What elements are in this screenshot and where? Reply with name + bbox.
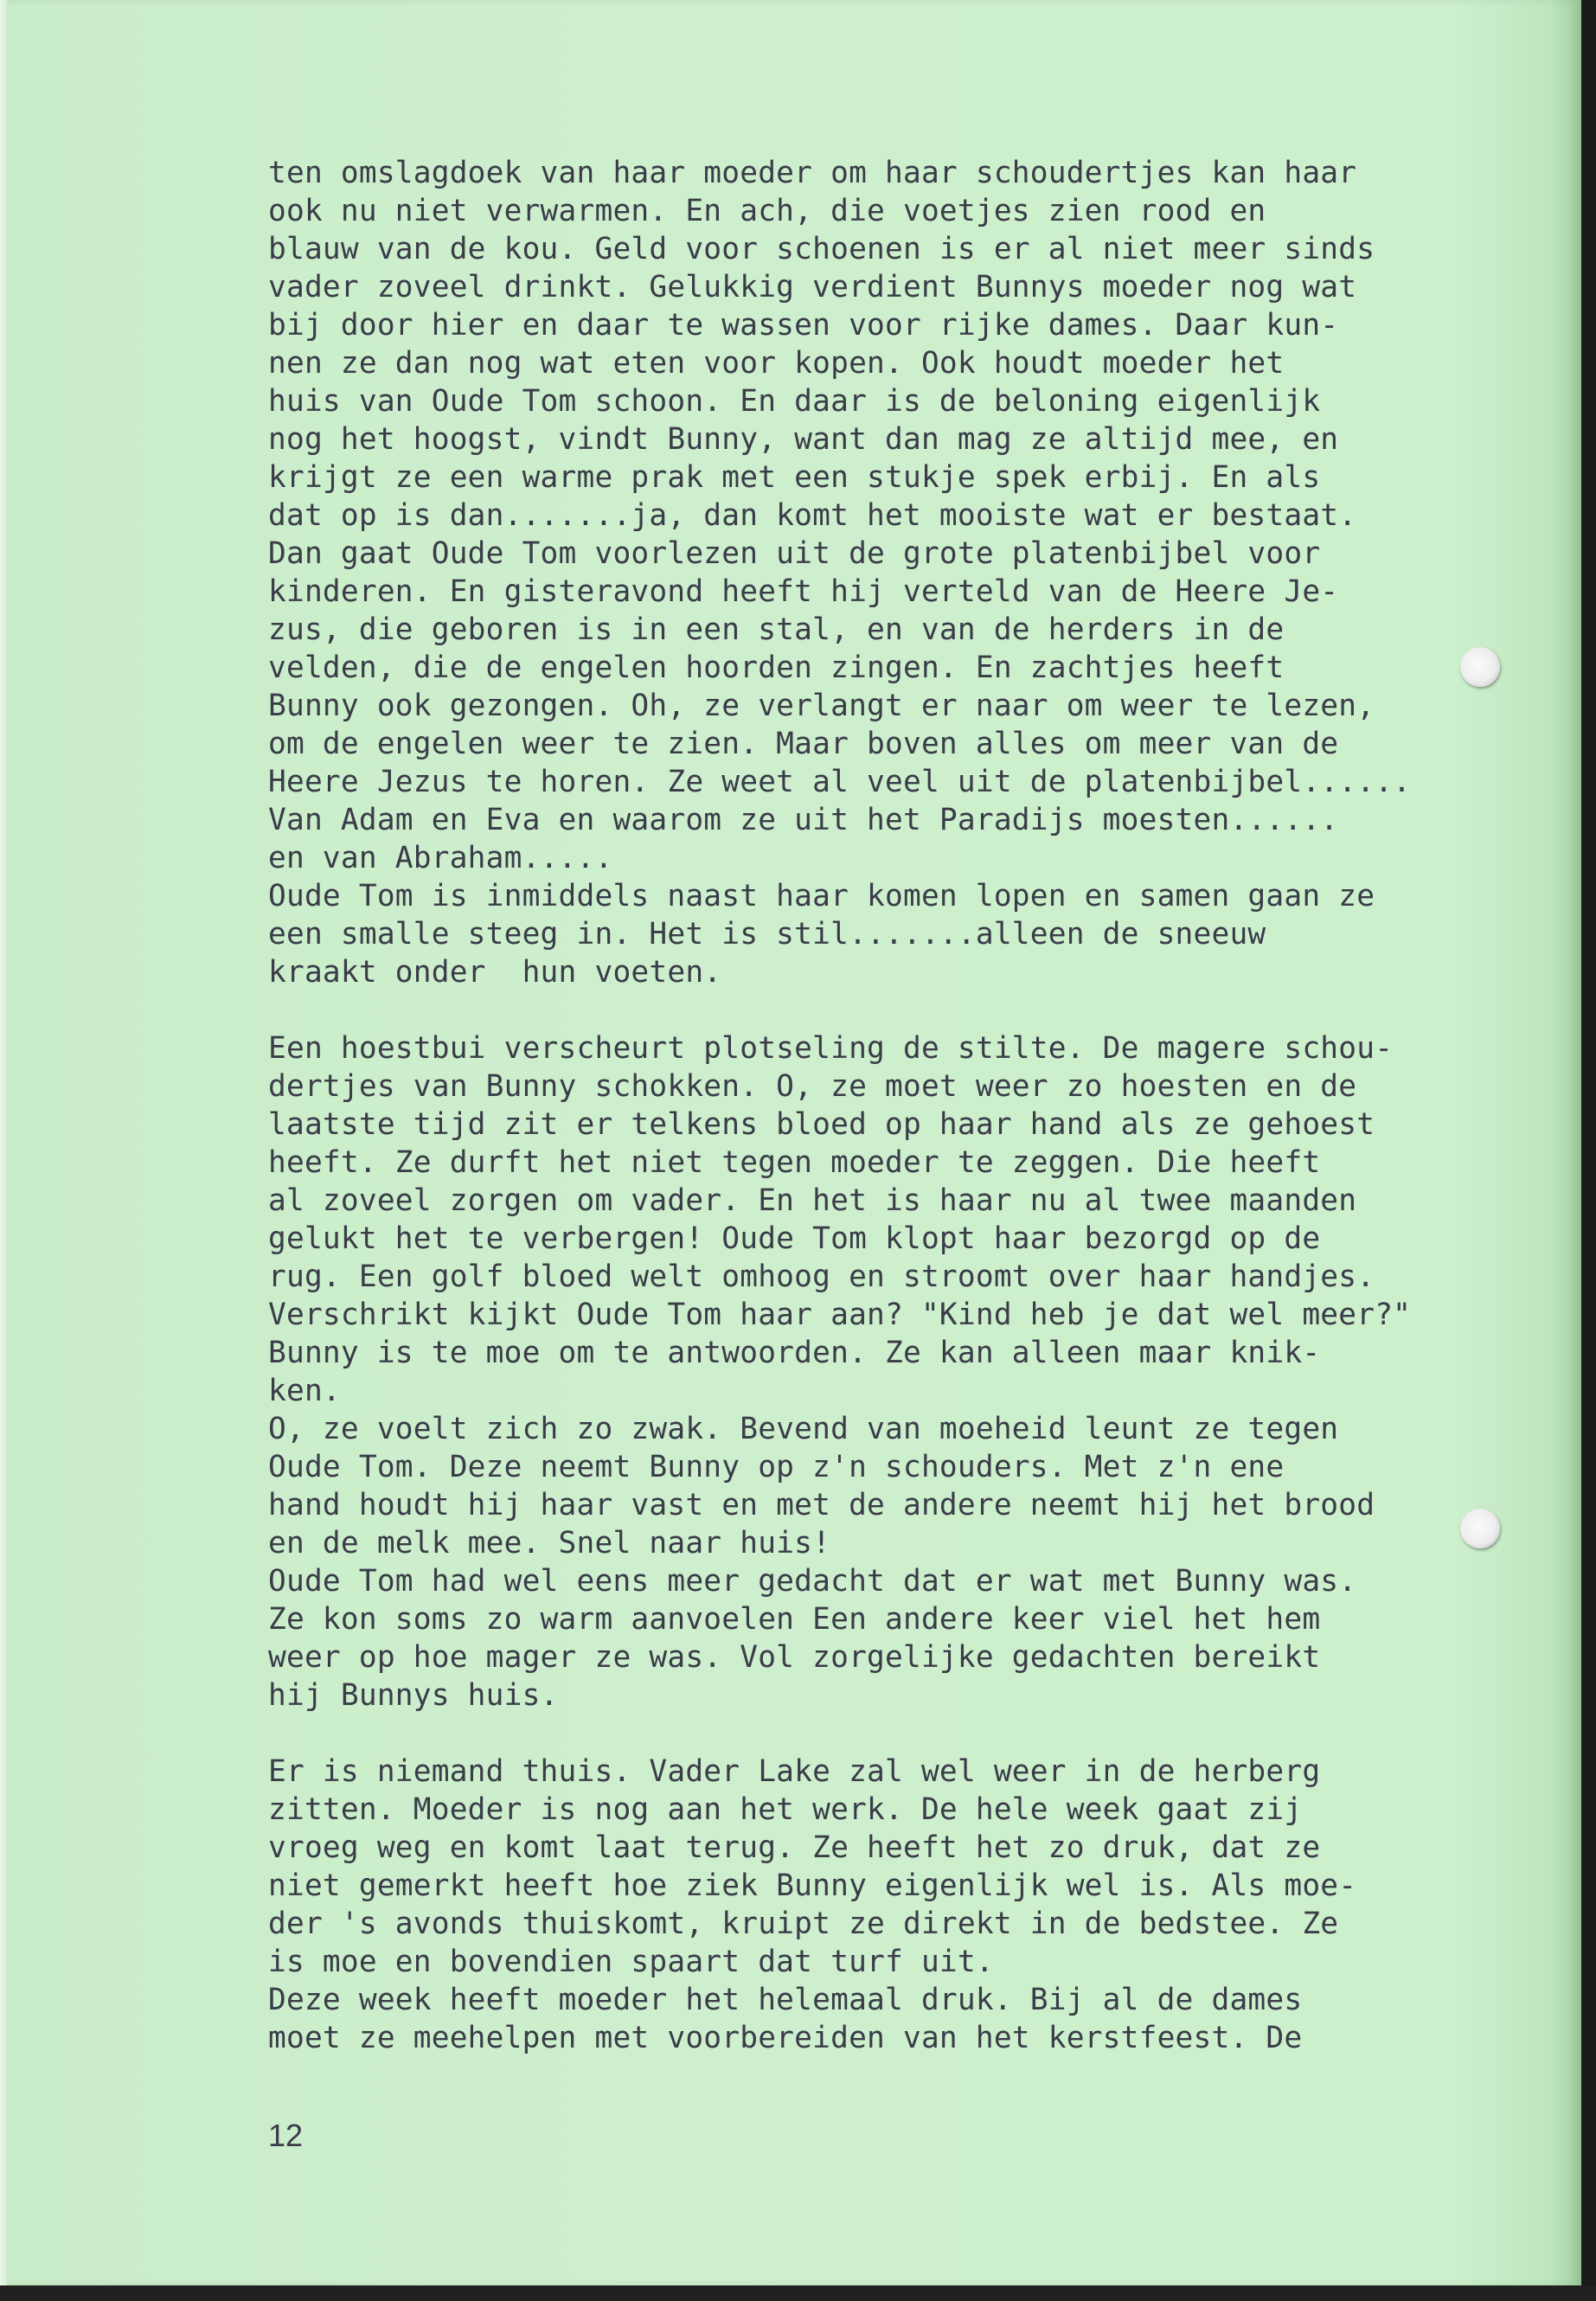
text-line: zus, die geboren is in een stal, en van de herders in de bbox=[268, 612, 1285, 647]
page-edge bbox=[0, 0, 7, 2285]
page-number: 12 bbox=[268, 2118, 304, 2153]
text-line: vroeg weg en komt laat terug. Ze heeft het zo druk, dat ze bbox=[268, 1830, 1321, 1865]
text-line: ten omslagdoek van haar moeder om haar schoudertjes kan haar bbox=[268, 156, 1357, 190]
text-line: Deze week heeft moeder het helemaal druk. Bij al de dames bbox=[268, 1983, 1303, 2017]
text-line: kraakt onder hun voeten. bbox=[268, 955, 722, 990]
text-line: Oude Tom. Deze neemt Bunny op z'n schouders. Met z'n ene bbox=[268, 1450, 1285, 1484]
text-line: hand houdt hij haar vast en met de andere neemt hij het brood bbox=[268, 1488, 1375, 1522]
text-line: huis van Oude Tom schoon. En daar is de beloning eigenlijk bbox=[268, 384, 1321, 419]
text-line: Verschrikt kijkt Oude Tom haar aan? "Kind heb je dat wel meer?" bbox=[268, 1298, 1412, 1332]
scan-border bbox=[0, 2285, 1596, 2301]
text-line: en de melk mee. Snel naar huis! bbox=[268, 1526, 831, 1561]
text-line: dat op is dan.......ja, dan komt het mooiste wat er bestaat. bbox=[268, 498, 1357, 533]
text-line: Bunny is te moe om te antwoorden. Ze kan alleen maar knik- bbox=[268, 1336, 1321, 1370]
blank-line bbox=[268, 1715, 1479, 1753]
text-line: Een hoestbui verscheurt plotseling de stilte. De magere schou- bbox=[268, 1031, 1394, 1066]
text-line: om de engelen weer te zien. Maar boven alles om meer van de bbox=[268, 727, 1339, 761]
text-line: gelukt het te verbergen! Oude Tom klopt haar bezorgd op de bbox=[268, 1221, 1321, 1256]
body-text bbox=[268, 154, 1479, 2057]
text-line: krijgt ze een warme prak met een stukje spek erbij. En als bbox=[268, 460, 1321, 495]
text-line: Heere Jezus te horen. Ze weet al veel uit de platenbijbel...... bbox=[268, 765, 1412, 799]
text-line: der 's avonds thuiskomt, kruipt ze direkt in de bedstee. Ze bbox=[268, 1907, 1339, 1941]
text-line: Bunny ook gezongen. Oh, ze verlangt er naar om weer te lezen, bbox=[268, 689, 1375, 723]
text-line: ook nu niet verwarmen. En ach, die voetjes zien rood en bbox=[268, 194, 1266, 228]
text-line: O, ze voelt zich zo zwak. Bevend van moeheid leunt ze tegen bbox=[268, 1412, 1339, 1446]
text-line: heeft. Ze durft het niet tegen moeder te zeggen. Die heeft bbox=[268, 1145, 1321, 1180]
text-line: nog het hoogst, vindt Bunny, want dan mag ze altijd mee, en bbox=[268, 422, 1339, 457]
text-line: dertjes van Bunny schokken. O, ze moet weer zo hoesten en de bbox=[268, 1069, 1357, 1104]
text-line: ken. bbox=[268, 1374, 341, 1408]
text-line: al zoveel zorgen om vader. En het is haar nu al twee maanden bbox=[268, 1183, 1357, 1218]
text-line: blauw van de kou. Geld voor schoenen is er al niet meer sinds bbox=[268, 232, 1375, 266]
text-line: Ze kon soms zo warm aanvoelen Een andere keer viel het hem bbox=[268, 1602, 1321, 1637]
text-line: weer op hoe mager ze was. Vol zorgelijke gedachten bereikt bbox=[268, 1640, 1321, 1675]
text-line: kinderen. En gisteravond heeft hij verteld van de Heere Je- bbox=[268, 574, 1339, 609]
text-line: Oude Tom had wel eens meer gedacht dat er wat met Bunny was. bbox=[268, 1564, 1357, 1599]
text-line: Dan gaat Oude Tom voorlezen uit de grote platenbijbel voor bbox=[268, 536, 1321, 571]
text-line: bij door hier en daar te wassen voor rijke dames. Daar kun- bbox=[268, 308, 1339, 343]
text-line: vader zoveel drinkt. Gelukkig verdient Bunnys moeder nog wat bbox=[268, 270, 1357, 304]
text-line: is moe en bovendien spaart dat turf uit. bbox=[268, 1945, 994, 1979]
text-line: hij Bunnys huis. bbox=[268, 1678, 559, 1713]
text-line: velden, die de engelen hoorden zingen. En zachtjes heeft bbox=[268, 651, 1285, 685]
text-line: zitten. Moeder is nog aan het werk. De hele week gaat zij bbox=[268, 1792, 1303, 1827]
text-line: niet gemerkt heeft hoe ziek Bunny eigenlijk wel is. Als moe- bbox=[268, 1868, 1357, 1903]
text-line: rug. Een golf bloed welt omhoog en stroomt over haar handjes. bbox=[268, 1259, 1375, 1294]
text-line: Er is niemand thuis. Vader Lake zal wel weer in de herberg bbox=[268, 1754, 1321, 1789]
text-line: en van Abraham..... bbox=[268, 841, 613, 875]
text-line: laatste tijd zit er telkens bloed op haar hand als ze gehoest bbox=[268, 1107, 1375, 1142]
text-line: Van Adam en Eva en waarom ze uit het Paradijs moesten...... bbox=[268, 803, 1339, 837]
text-line: nen ze dan nog wat eten voor kopen. Ook houdt moeder het bbox=[268, 346, 1285, 381]
blank-line bbox=[268, 991, 1479, 1029]
text-line: Oude Tom is inmiddels naast haar komen lopen en samen gaan ze bbox=[268, 879, 1375, 913]
text-line: een smalle steeg in. Het is stil.......alleen de sneeuw bbox=[268, 917, 1266, 952]
text-line: moet ze meehelpen met voorbereiden van het kerstfeest. De bbox=[268, 2021, 1303, 2055]
